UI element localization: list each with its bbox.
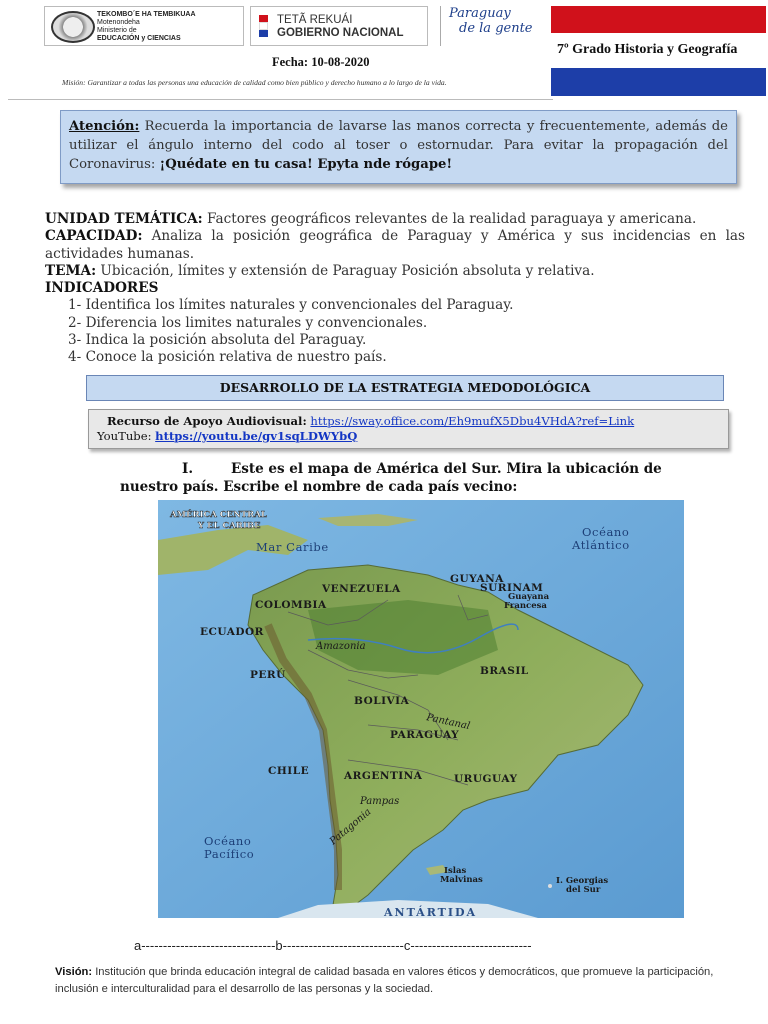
capacity-label: CAPACIDAD: [45,228,143,245]
map-label-central-america-1: AMÉRICA CENTRAL [170,510,267,520]
gov-line2: GOBIERNO NACIONAL [277,26,404,39]
map-label-pacific-1: Océano [204,834,252,848]
attention-text: Recuerda la importancia de lavarse las manos correcta y frecuentemente, además de utilizar el ángulo interno del codo al toser o estornudar. Para evitar la propagación del Coronavirus: [69,119,728,172]
map-label-pantanal: Pantanal [425,712,471,733]
question-number: I. [182,461,194,477]
topic-text: Ubicación, límites y extensión de Paraguay Posición absoluta y relativa. [96,262,595,279]
map-label-argentina: ARGENTINA [344,770,423,782]
indicator-item: 4- Conoce la posición relativa de nuestro país. [68,349,387,366]
map-label-venezuela: VENEZUELA [322,583,401,595]
vision-text [55,964,715,998]
grade-label: 7º Grado Historia y Geografía [557,42,738,57]
ministry-logo [44,6,244,46]
map-label-guyana: GUYANA [450,573,504,585]
flag-stripe-red [551,6,766,33]
indicators-title: INDICADORES [45,280,159,297]
map-label-central-america-2: Y EL CARIBE [198,521,261,531]
map-label-georgias-2: del Sur [566,885,601,895]
answer-line: a-------------------------------b----------------------------c---------------------------- [134,938,532,953]
slogan-logo [440,6,547,46]
unit-line [45,211,745,228]
date-label: Fecha: 10-08-2020 [272,55,370,69]
map-label-french-guiana-2: Francesa [504,601,547,611]
ministry-line3: Ministerio de [97,27,137,34]
flag-stripe-blue [551,68,766,96]
national-seal-icon [51,11,95,43]
map-label-atlantic-1: Océano [582,525,630,539]
topic-line [45,263,745,280]
unit-label: UNIDAD TEMÁTICA: [45,211,203,227]
gov-line1: TETÃ REKUÁI [277,14,353,26]
vision-body: Institución que brinda educación integral de calidad basada en valores éticos y democráticos, que promueve la participación, inclusión e interculturalidad para el desarrollo de las personas y la sociedad. [55,966,714,995]
lesson-info [45,211,745,367]
government-logo [250,6,428,46]
indicator-item: 2- Diferencia los limites naturales y convencionales. [68,314,428,331]
indicators-list [45,297,745,366]
slogan-line1: Paraguay [449,6,511,21]
unit-text: Factores geográficos relevantes de la realidad paraguaya y americana. [202,211,697,227]
map-label-malvinas-2: Malvinas [440,875,483,885]
question-text [120,460,700,496]
vision-label: Visión: [55,966,93,978]
capacity-line [45,228,745,263]
sway-link[interactable]: https://sway.office.com/Eh9mufX5Dbu4VHdA?ref=Link [310,414,635,428]
map-label-pacific-2: Pacífico [204,847,255,861]
resource-label: Recurso de Apoyo Audiovisual: [107,414,307,428]
slogan-line2: de la gente [459,21,533,36]
map-label-chile: CHILE [268,765,310,777]
map-label-amazonia: Amazonia [316,641,366,652]
map-label-patagonia: Patagonia [327,806,374,848]
gov-flag-icon [259,15,268,37]
attention-label: Atención: [69,119,140,134]
map-label-bolivia: BOLIVIA [354,695,410,707]
map-label-paraguay: PARAGUAY [390,729,460,741]
capacity-text: Analiza la posición geográfica de Paraguay y América y sus incidencias en las actividades humanas. [45,228,745,262]
youtube-label: YouTube: [97,429,152,443]
map-label-surinam: SURINAM [480,582,544,594]
map-label-colombia: COLOMBIA [255,599,327,611]
header-divider [8,99,553,100]
map-label-ecuador: ECUADOR [200,626,264,638]
indicator-item: 1- Identifica los límites naturales y convencionales del Paraguay. [68,297,514,314]
georgias-island [548,884,552,888]
map-label-french-guiana-1: Guayana [508,592,550,602]
attention-emphasis: ¡Quédate en tu casa! Epyta nde rógape! [159,157,453,172]
question-line1: Este es el mapa de América del Sur. Mira la ubicación de [231,461,662,477]
map-label-uruguay: URUGUAY [454,773,518,785]
ministry-line1: TEKOMBO´E HA TEMBIKUAA [97,11,196,18]
map-label-peru: PERÚ [250,669,286,681]
strategy-title: DESARROLLO DE LA ESTRATEGIA MEDODOLÓGICA [86,375,724,401]
map-svg [158,500,684,918]
topic-label: TEMA: [45,262,97,279]
map-label-pampas: Pampas [360,796,400,807]
ministry-line2: Motenondeha [97,19,140,26]
south-america-map [158,500,684,918]
map-label-malvinas-1: Islas [444,866,467,876]
map-label-georgias-1: I. Georgias [556,876,609,886]
question-line2: nuestro país. Escribe el nombre de cada país vecino: [120,479,518,495]
map-label-antarctica: ANTÁRTIDA [384,906,478,918]
attention-box [60,110,737,184]
indicator-item: 3- Indica la posición absoluta del Paraguay. [68,332,367,349]
youtube-link[interactable]: https://youtu.be/gv1sqLDWYbQ [155,429,358,443]
map-label-caribbean: Mar Caribe [256,540,329,554]
mission-text: Misión: Garantizar a todas las personas una educación de calidad como bien público y derecho humano a lo largo de la vida. [62,78,447,87]
resource-box [88,409,729,449]
map-label-atlantic-2: Atlántico [572,538,630,552]
map-label-brasil: BRASIL [480,665,529,677]
ministry-line4: EDUCACIÓN y CIENCIAS [97,35,181,42]
